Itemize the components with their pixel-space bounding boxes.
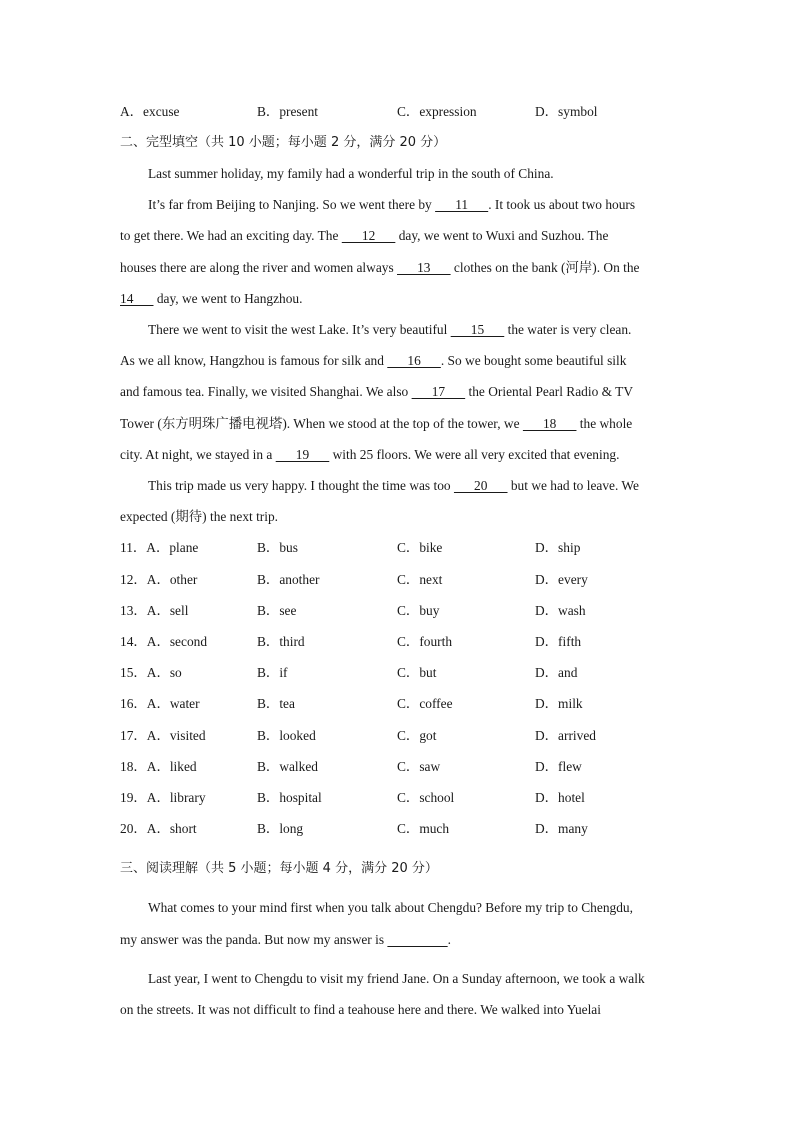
- option-c: C．buy: [397, 603, 440, 618]
- question-20: [0, 821, 794, 837]
- option-b: B．hospital: [257, 790, 322, 805]
- passage-line: [148, 197, 635, 213]
- text: It’s far from Beijing to Nanjing. So we went there by: [148, 197, 436, 212]
- option-d: D．flew: [535, 759, 582, 774]
- text: Tower (东方明珠广播电视塔). When we stood at the top of the tower, we: [120, 416, 523, 431]
- question-13: [0, 603, 794, 619]
- passage-line: [120, 228, 608, 244]
- text: clothes on the bank (河岸). On the: [450, 260, 640, 275]
- option-c: C．saw: [397, 759, 441, 774]
- text: This trip made us very happy. I thought the time was too: [148, 478, 454, 493]
- passage-line: [120, 932, 451, 948]
- passage-line: [120, 291, 302, 307]
- blank-17: 17: [411, 384, 466, 399]
- question-18: [0, 759, 794, 775]
- section-2-title: 二、完型填空（共 10 小题；每小题 2 分，满分 20 分）: [120, 135, 447, 150]
- option-b: B．tea: [257, 696, 295, 711]
- option-a: 20．A．short: [120, 821, 197, 836]
- option-c: C．expression: [397, 104, 477, 119]
- passage-line: [120, 353, 626, 369]
- option-a: 11．A．plane: [120, 540, 199, 555]
- passage-line: [120, 384, 633, 400]
- text: . So we bought some beautiful silk: [440, 353, 627, 368]
- option-a: 15．A．so: [120, 665, 182, 680]
- question-11: [0, 540, 794, 556]
- passage-line: What comes to your mind first when you talk about Chengdu? Before my trip to Chengdu,: [148, 900, 633, 915]
- option-c: C．school: [397, 790, 455, 805]
- option-c: C．coffee: [397, 696, 453, 711]
- passage-line: [120, 260, 640, 276]
- text: my answer was the panda. But now my answer is: [120, 932, 388, 947]
- option-a: 18．A．liked: [120, 759, 197, 774]
- question-16: [0, 696, 794, 712]
- option-c: C．next: [397, 572, 443, 587]
- option-row-prev-question: [0, 104, 794, 120]
- question-14: [0, 634, 794, 650]
- answer-blank: [387, 932, 447, 948]
- text: day, we went to Wuxi and Suzhou. The: [395, 228, 609, 243]
- passage-line: [120, 447, 619, 463]
- blank-11: 11: [435, 197, 489, 212]
- blank-13: 13: [397, 260, 451, 275]
- option-b: B．walked: [257, 759, 318, 774]
- text: to get there. We had an exciting day. The: [120, 228, 342, 243]
- passage-line: Last year, I went to Chengdu to visit my friend Jane. On a Sunday afternoon, we took a walk: [148, 971, 645, 986]
- option-c: C．much: [397, 821, 450, 836]
- option-a: 12．A．other: [120, 572, 198, 587]
- passage-line: on the streets. It was not difficult to find a teahouse here and there. We walked into Yuelai: [120, 1002, 601, 1017]
- passage-line: [148, 322, 631, 338]
- text: the whole: [576, 416, 633, 431]
- text: There we went to visit the west Lake. It’s very beautiful: [148, 322, 451, 337]
- option-d: D．every: [535, 572, 588, 587]
- option-d: D．many: [535, 821, 588, 836]
- text: . It took us about two hours: [488, 197, 636, 212]
- question-12: [0, 572, 794, 588]
- option-b: B．third: [257, 634, 305, 649]
- text: city. At night, we stayed in a: [120, 447, 276, 462]
- option-b: B．present: [257, 104, 318, 119]
- option-a: 17．A．visited: [120, 728, 206, 743]
- text: day, we went to Hangzhou.: [153, 291, 303, 306]
- option-b: B．see: [257, 603, 297, 618]
- passage-line: expected (期待) the next trip.: [120, 509, 279, 524]
- passage-line: [120, 416, 632, 432]
- text: .: [447, 932, 452, 947]
- text: houses there are along the river and women always: [120, 260, 398, 275]
- passage-line: Last summer holiday, my family had a wonderful trip in the south of China.: [148, 166, 554, 181]
- option-a: A．excuse: [120, 104, 180, 119]
- option-b: B．if: [257, 665, 288, 680]
- blank-16: 16: [387, 353, 441, 368]
- option-d: D．milk: [535, 696, 583, 711]
- option-c: C．fourth: [397, 634, 453, 649]
- option-a: 14．A．second: [120, 634, 208, 649]
- option-c: C．bike: [397, 540, 443, 555]
- option-c: C．but: [397, 665, 437, 680]
- text: the water is very clean.: [504, 322, 632, 337]
- option-d: D．wash: [535, 603, 586, 618]
- question-17: [0, 728, 794, 744]
- option-d: D．fifth: [535, 634, 582, 649]
- blank-20: 20: [453, 478, 508, 493]
- text: the Oriental Pearl Radio & TV: [465, 384, 634, 399]
- option-d: D．ship: [535, 540, 581, 555]
- blank-19: 19: [275, 447, 330, 462]
- option-d: D．arrived: [535, 728, 596, 743]
- option-d: D．symbol: [535, 104, 598, 119]
- option-a: 13．A．sell: [120, 603, 189, 618]
- option-b: B．looked: [257, 728, 316, 743]
- text: and famous tea. Finally, we visited Shanghai. We also: [120, 384, 412, 399]
- blank-14: 14: [120, 291, 154, 306]
- option-b: B．long: [257, 821, 304, 836]
- option-d: D．hotel: [535, 790, 585, 805]
- option-b: B．another: [257, 572, 320, 587]
- option-a: 19．A．library: [120, 790, 206, 805]
- blank-18: 18: [522, 416, 577, 431]
- text: As we all know, Hangzhou is famous for silk and: [120, 353, 388, 368]
- option-a: 16．A．water: [120, 696, 200, 711]
- text: but we had to leave. We: [507, 478, 639, 493]
- option-c: C．got: [397, 728, 437, 743]
- passage-line: [148, 478, 639, 494]
- text: with 25 floors. We were all very excited that evening.: [329, 447, 620, 462]
- option-d: D．and: [535, 665, 578, 680]
- question-15: [0, 665, 794, 681]
- section-3-title: 三、阅读理解（共 5 小题；每小题 4 分，满分 20 分）: [120, 861, 438, 876]
- blank-15: 15: [450, 322, 505, 337]
- question-19: [0, 790, 794, 806]
- option-b: B．bus: [257, 540, 298, 555]
- blank-12: 12: [341, 228, 396, 243]
